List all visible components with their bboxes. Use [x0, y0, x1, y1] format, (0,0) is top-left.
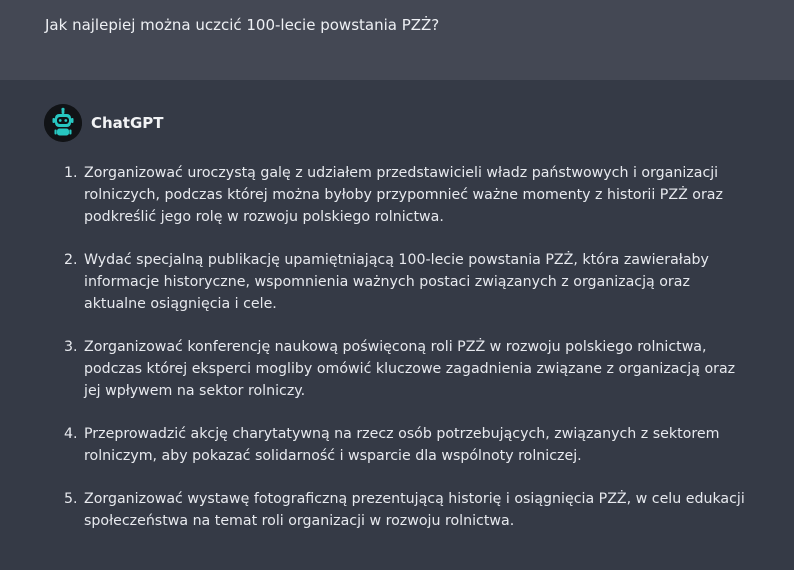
list-item: [64, 336, 754, 402]
assistant-message: [0, 80, 794, 570]
assistant-name: ChatGPT: [91, 114, 164, 132]
robot-icon: [44, 104, 82, 142]
user-message-text: Jak najlepiej można uczcić 100-lecie powstania PZŻ?: [45, 16, 440, 34]
list-item-number: 1.: [64, 165, 78, 181]
list-item-number: 5.: [64, 491, 78, 507]
assistant-header: [44, 104, 164, 142]
list-item-number: 4.: [64, 426, 78, 442]
list-item: [64, 249, 754, 315]
answer-list: [64, 162, 754, 553]
list-item-number: 3.: [64, 339, 78, 355]
list-item-number: 2.: [64, 252, 78, 268]
list-item: [64, 162, 754, 228]
user-message: [0, 0, 794, 80]
list-item-text: Zorganizować wystawę fotograficzną prezentującą historię i osiągnięcia PZŻ, w celu edukacji społeczeństwa na temat roli organizacji w rozwoju rolnictwa.: [84, 491, 745, 529]
list-item-text: Przeprowadzić akcję charytatywną na rzecz osób potrzebujących, związanych z sektorem rolniczym, aby pokazać solidarność i wsparcie dla wspólnoty rolniczej.: [84, 426, 720, 464]
list-item: [64, 488, 754, 532]
list-item: [64, 423, 754, 467]
list-item-text: Wydać specjalną publikację upamiętniającą 100-lecie powstania PZŻ, która zawierałaby informacje historyczne, wspomnienia ważnych postaci związanych z organizacją oraz aktualne osiągnięcia i cele.: [84, 252, 709, 312]
list-item-text: Zorganizować uroczystą galę z udziałem przedstawicieli władz państwowych i organizacji rolniczych, podczas której można byłoby przypomnieć ważne momenty z historii PZŻ oraz podkreślić jego rolę w rozwoju polskiego rolnictwa.: [84, 165, 723, 225]
list-item-text: Zorganizować konferencję naukową poświęconą roli PZŻ w rozwoju polskiego rolnictwa, podczas której eksperci mogliby omówić kluczowe zagadnienia związane z organizacją oraz jej wpływem na sektor rolniczy.: [84, 339, 736, 399]
